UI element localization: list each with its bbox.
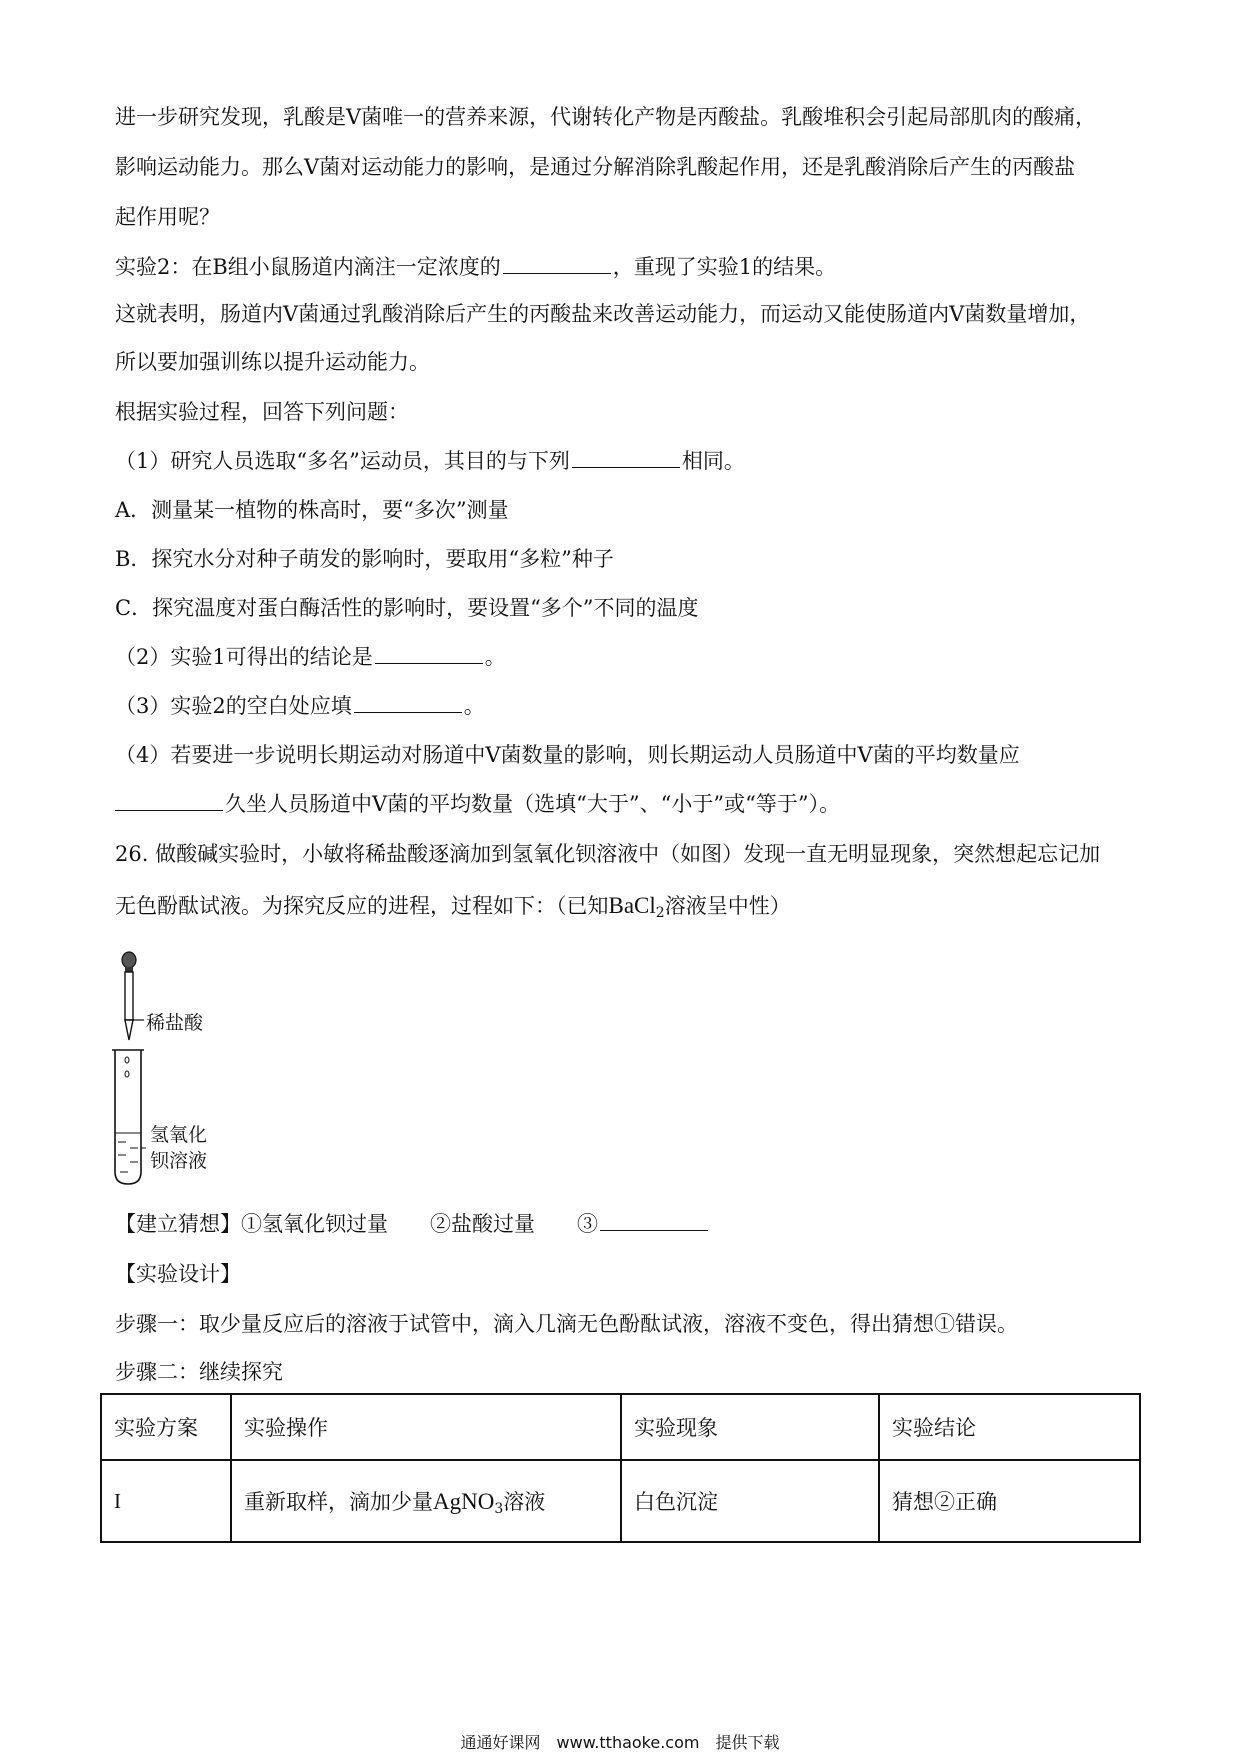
text: 实验2：在B组小鼠肠道内滴注一定浓度的 xyxy=(115,255,501,279)
paragraph-line: 起作用呢？ xyxy=(115,205,220,229)
table-cell-conclusion: 猜想②正确 xyxy=(879,1460,1140,1542)
answer-blank[interactable] xyxy=(600,1210,708,1231)
table-header-cell: 实验现象 xyxy=(621,1394,879,1460)
text: （2）实验1可得出的结论是 xyxy=(115,645,373,669)
text: 重新取样，滴加少量 xyxy=(244,1489,433,1514)
text: 无色酚酞试液。为探究反应的进程，过程如下：（已知 xyxy=(115,894,609,918)
question-3 xyxy=(115,692,485,720)
text: 溶液呈中性） xyxy=(664,894,791,918)
question-2 xyxy=(115,643,506,671)
answer-blank[interactable] xyxy=(375,643,483,664)
experiment-table xyxy=(100,1393,1141,1543)
question-26: 26. 做酸碱实验时，小敏将稀盐酸逐滴加到氢氧化钡溶液中（如图）发现一直无明显现象，突然想起忘记加 xyxy=(115,842,1101,866)
table-cell-phenomenon: 白色沉淀 xyxy=(621,1460,879,1542)
answer-blank[interactable] xyxy=(115,790,223,811)
table-header-cell: 实验方案 xyxy=(101,1394,231,1460)
test-tube xyxy=(115,1050,141,1184)
text: 。 xyxy=(484,645,506,669)
answer-blank[interactable] xyxy=(354,692,462,713)
apparatus-figure xyxy=(108,950,238,1190)
text: 。 xyxy=(463,694,485,718)
table-cell-plan: I xyxy=(101,1460,231,1542)
formula: AgNO xyxy=(433,1488,495,1514)
question-1 xyxy=(115,447,745,475)
dropper-tube xyxy=(125,972,133,1020)
option-a: A．测量某一植物的株高时，要“多次”测量 xyxy=(115,498,509,522)
text: （1）研究人员选取“多名”运动员，其目的与下列 xyxy=(115,449,570,473)
text: 【建立猜想】①氢氧化钡过量 ②盐酸过量 ③ xyxy=(115,1212,598,1236)
option-b: B．探究水分对种子萌发的影响时，要取用“多粒”种子 xyxy=(115,547,614,571)
table-cell-operation xyxy=(231,1460,621,1542)
dropper-neck xyxy=(125,967,133,972)
question-4: （4）若要进一步说明长期运动对肠道中V菌数量的影响，则长期运动人员肠道中V菌的平均数量应 xyxy=(115,743,1020,767)
experiment-2-line xyxy=(115,253,836,281)
label-dilute-hcl: 稀盐酸 xyxy=(146,1012,204,1034)
formula: BaCl xyxy=(608,893,656,918)
table-header-cell: 实验结论 xyxy=(879,1394,1140,1460)
table-header-row xyxy=(101,1394,1140,1460)
step-1: 步骤一：取少量反应后的溶液于试管中，滴入几滴无色酚酞试液，溶液不变色，得出猜想①错误。 xyxy=(115,1312,1018,1336)
paragraph-line: 根据实验过程，回答下列问题： xyxy=(115,400,409,424)
text: （3）实验2的空白处应填 xyxy=(115,694,352,718)
table-header-cell: 实验操作 xyxy=(231,1394,621,1460)
paragraph-line: 所以要加强训练以提升运动能力。 xyxy=(115,350,430,374)
dropper-bulb xyxy=(122,952,136,968)
label-barium-hydroxide: 氢氧化 xyxy=(150,1124,208,1146)
question-26-cont xyxy=(115,892,791,927)
answer-blank[interactable] xyxy=(503,253,611,274)
formula-subscript: 2 xyxy=(655,905,665,921)
text: 相同。 xyxy=(681,449,745,473)
text: ，重现了实验1的结果。 xyxy=(612,255,837,279)
paragraph-line: 这就表明，肠道内V菌通过乳酸消除后产生的丙酸盐来改善运动能力，而运动又能使肠道内V菌数量增加， xyxy=(115,302,1091,326)
paragraph-line: 影响运动能力。那么V菌对运动能力的影响，是通过分解消除乳酸起作用，还是乳酸消除后产生的丙酸盐 xyxy=(115,155,1076,179)
design-heading: 【实验设计】 xyxy=(115,1262,241,1286)
text: 久坐人员肠道中V菌的平均数量（选填“大于”、“小于”或“等于”）。 xyxy=(225,792,841,816)
dropper-tip xyxy=(125,1020,133,1040)
question-4-cont xyxy=(115,790,840,818)
formula-subscript: 3 xyxy=(494,1500,504,1517)
answer-blank[interactable] xyxy=(572,447,680,468)
step-2: 步骤二：继续探究 xyxy=(115,1360,283,1384)
paragraph-line: 进一步研究发现，乳酸是V菌唯一的营养来源，代谢转化产物是丙酸盐。乳酸堆积会引起局部肌肉的酸痛， xyxy=(115,105,1097,129)
hypothesis-line xyxy=(115,1210,710,1238)
page-footer: 通通好课网 www.tthaoke.com 提供下载 xyxy=(460,1733,780,1752)
text: 溶液 xyxy=(503,1489,546,1514)
table-row xyxy=(101,1460,1140,1542)
label-barium-hydroxide: 钡溶液 xyxy=(150,1150,208,1172)
option-c: C．探究温度对蛋白酶活性的影响时，要设置“多个”不同的温度 xyxy=(115,596,699,620)
